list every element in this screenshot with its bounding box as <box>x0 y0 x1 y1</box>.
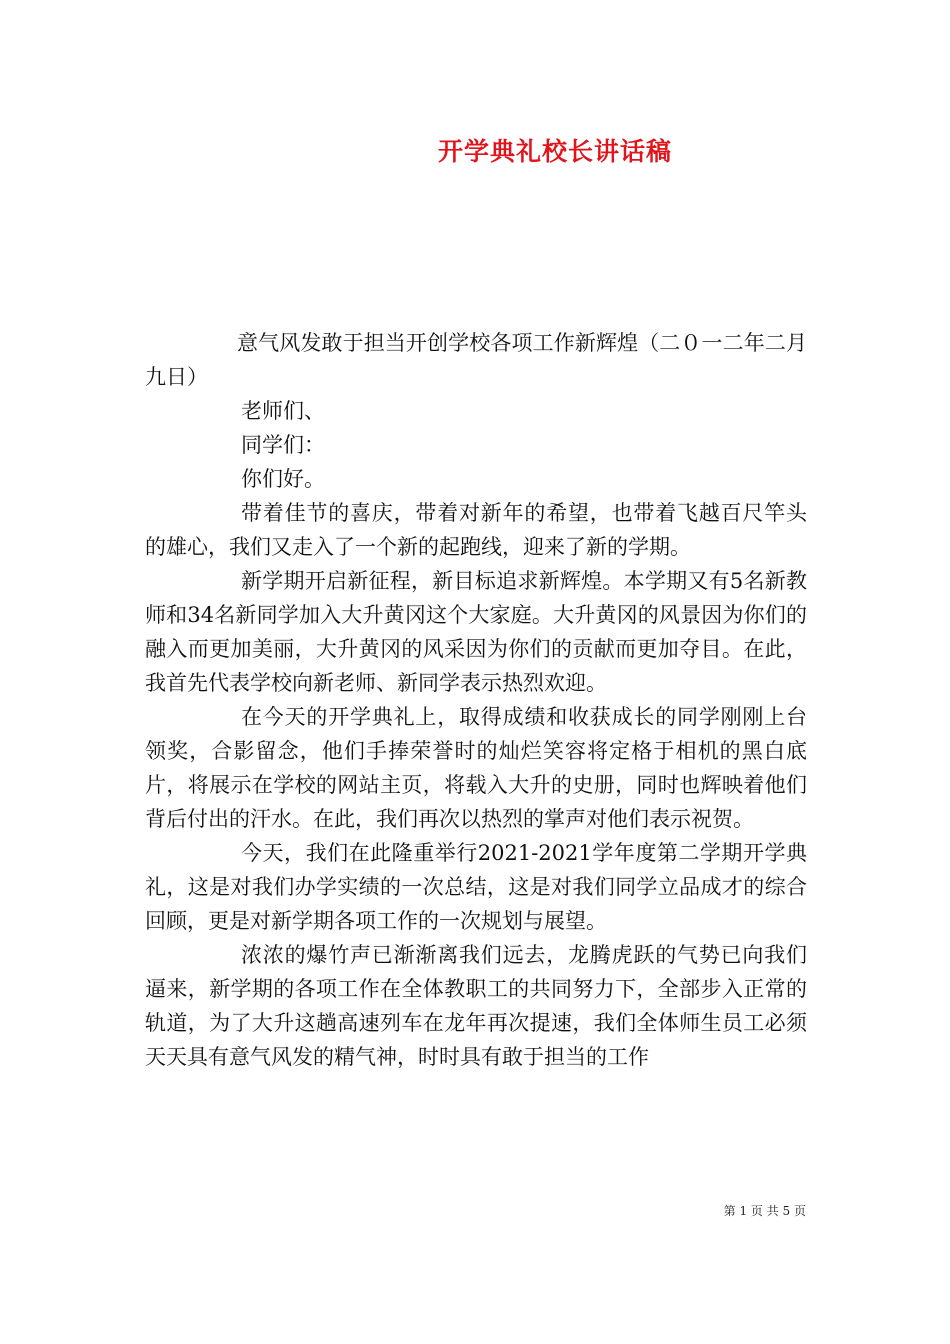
speech-subtitle: 意气风发敢于担当开创学校各项工作新辉煌（二０一二年二月九日） <box>145 331 807 389</box>
page-number: 第 1 页 共 5 页 <box>723 1204 806 1218</box>
paragraph: 在今天的开学典礼上，取得成绩和收获成长的同学刚刚上台领奖，合影留念，他们手捧荣誉时的灿烂笑容将定格于相机的黑白底片，将展示在学校的网站主页，将载入大升的史册，同时也辉映着他们背后付出的汗水。在此，我们再次以热烈的掌声对他们表示祝贺。 <box>145 705 807 831</box>
greeting: 你们好。 <box>241 467 325 491</box>
paragraph: 今天，我们在此隆重举行2021-2021学年度第二学期开学典礼，这是对我们办学实绩的一次总结，这是对我们同学立品成才的综合回顾，更是对新学期各项工作的一次规划与展望。 <box>145 841 807 933</box>
paragraph: 新学期开启新征程，新目标追求新辉煌。本学期又有5名新教师和34名新同学加入大升黄冈这个大家庭。大升黄冈的风景因为你们的融入而更加美丽，大升黄冈的风采因为你们的贡献而更加夺目。在此，我首先代表学校向新老师、新同学表示热烈欢迎。 <box>145 569 807 695</box>
salutation-students: 同学们： <box>241 433 325 457</box>
document-title: 开学典礼校长讲话稿 <box>437 137 672 166</box>
document-body <box>145 326 807 1074</box>
paragraph: 带着佳节的喜庆，带着对新年的希望，也带着飞越百尺竿头的雄心，我们又走入了一个新的起跑线，迎来了新的学期。 <box>145 501 807 559</box>
salutation-teachers: 老师们、 <box>241 399 325 423</box>
paragraph: 浓浓的爆竹声已渐渐离我们远去，龙腾虎跃的气势已向我们逼来，新学期的各项工作在全体教职工的共同努力下，全部步入正常的轨道，为了大升这趟高速列车在龙年再次提速，我们全体师生员工必须天天具有意气风发的精气神，时时具有敢于担当的工作 <box>145 943 807 1069</box>
